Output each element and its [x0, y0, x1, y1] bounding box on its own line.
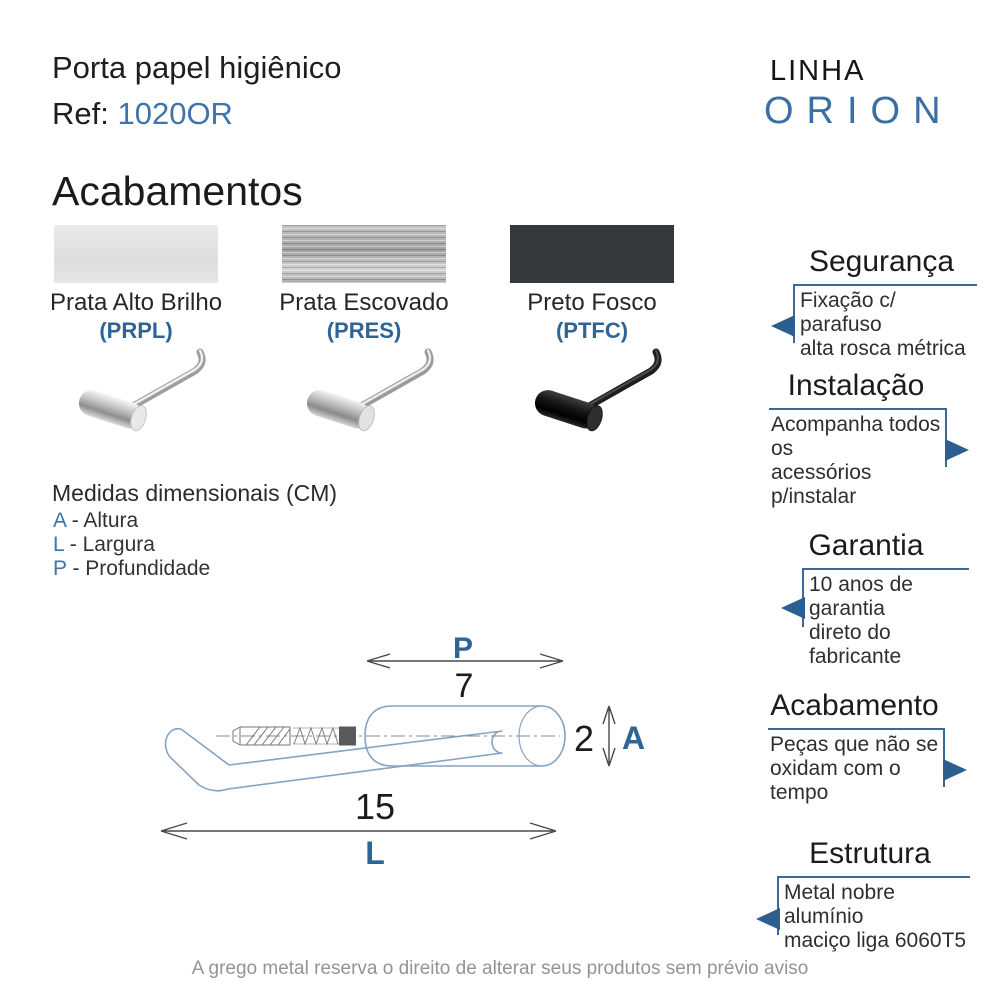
arrow-right-icon	[943, 759, 967, 781]
info-heading-acabamento: Acabamento	[770, 689, 939, 722]
finish-name: Prata Escovado	[279, 289, 449, 316]
holder-outline-drawing	[166, 706, 565, 791]
p-dimension-value: 7	[454, 667, 474, 705]
info-heading-garantia: Garantia	[808, 529, 924, 562]
info-box-instalacao	[769, 408, 947, 508]
arrow-right-icon	[945, 439, 969, 461]
measure-label: - Profundidade	[66, 557, 211, 580]
measure-item-altura	[53, 509, 138, 533]
ref-value: 1020OR	[117, 96, 233, 131]
finish-name: Preto Fosco	[527, 289, 657, 316]
l-dimension-value: 15	[354, 786, 396, 827]
info-box-garantia	[802, 568, 969, 668]
info-text: Peças que não se	[770, 733, 939, 756]
product-photo-preto-fosco	[484, 342, 700, 460]
measure-label: - Largura	[63, 533, 155, 556]
info-text: maciço liga 6060T5	[784, 929, 967, 952]
a-dimension-value: 2	[573, 718, 595, 759]
info-heading-seguranca: Segurança	[808, 245, 955, 278]
info-heading-estrutura: Estrutura	[809, 837, 931, 870]
info-heading-instalacao: Instalação	[787, 369, 925, 402]
info-text: 10 anos de garantia	[809, 573, 913, 620]
a-dimension-label: A	[622, 720, 646, 756]
arrow-left-icon	[756, 908, 780, 930]
info-text: oxidam com o tempo	[770, 757, 901, 804]
measure-label: - Altura	[65, 509, 139, 532]
info-box-acabamento	[768, 728, 945, 804]
finish-option-prata-escovado	[256, 225, 472, 344]
swatch-preto-fosco	[510, 225, 674, 283]
finish-code: (PRPL)	[99, 318, 173, 343]
measure-letter: P	[53, 557, 67, 580]
product-photo-prata-escovado	[256, 342, 472, 460]
info-box-estrutura	[777, 876, 970, 952]
info-text: Metal nobre alumínio	[784, 881, 895, 928]
brand-line-label: LINHA	[770, 55, 866, 87]
swatch-prata-alto-brilho	[54, 225, 218, 283]
product-photo-prata-alto-brilho	[28, 342, 244, 460]
finishes-section-title: Acabamentos	[52, 168, 303, 214]
swatch-prata-escovado	[282, 225, 446, 283]
product-ref	[52, 96, 233, 132]
a-dimension-arrow	[603, 706, 615, 766]
finish-name: Prata Alto Brilho	[49, 289, 223, 316]
arrow-left-icon	[781, 597, 805, 619]
l-dimension-label: L	[365, 835, 385, 871]
ref-label: Ref:	[52, 96, 109, 131]
info-text: alta rosca métrica	[800, 337, 966, 360]
finish-code: (PTFC)	[555, 318, 629, 343]
measure-item-largura	[53, 533, 155, 557]
arrow-left-icon	[771, 315, 795, 337]
info-text: acessórios p/instalar	[771, 461, 872, 508]
info-text: Fixação c/ parafuso	[800, 289, 896, 336]
info-text: direto do fabricante	[809, 621, 902, 668]
brand-line-name: ORION	[764, 90, 954, 132]
finish-option-prata-alto-brilho	[28, 225, 244, 344]
measure-letter: L	[53, 533, 64, 556]
p-dimension-label: P	[452, 632, 474, 665]
measure-letter: A	[53, 509, 66, 532]
measure-item-profundidade	[53, 557, 210, 581]
footer-disclaimer: A grego metal reserva o direito de alterar seus produtos sem prévio aviso	[191, 958, 809, 979]
info-text: Acompanha todos os	[771, 413, 941, 460]
measures-title: Medidas dimensionais (CM)	[52, 480, 338, 506]
finish-code: (PRES)	[326, 318, 402, 343]
product-title: Porta papel higiênico	[52, 50, 342, 85]
info-box-seguranca	[793, 284, 977, 360]
dimension-drawing	[130, 616, 680, 882]
finish-option-preto-fosco	[484, 225, 700, 344]
